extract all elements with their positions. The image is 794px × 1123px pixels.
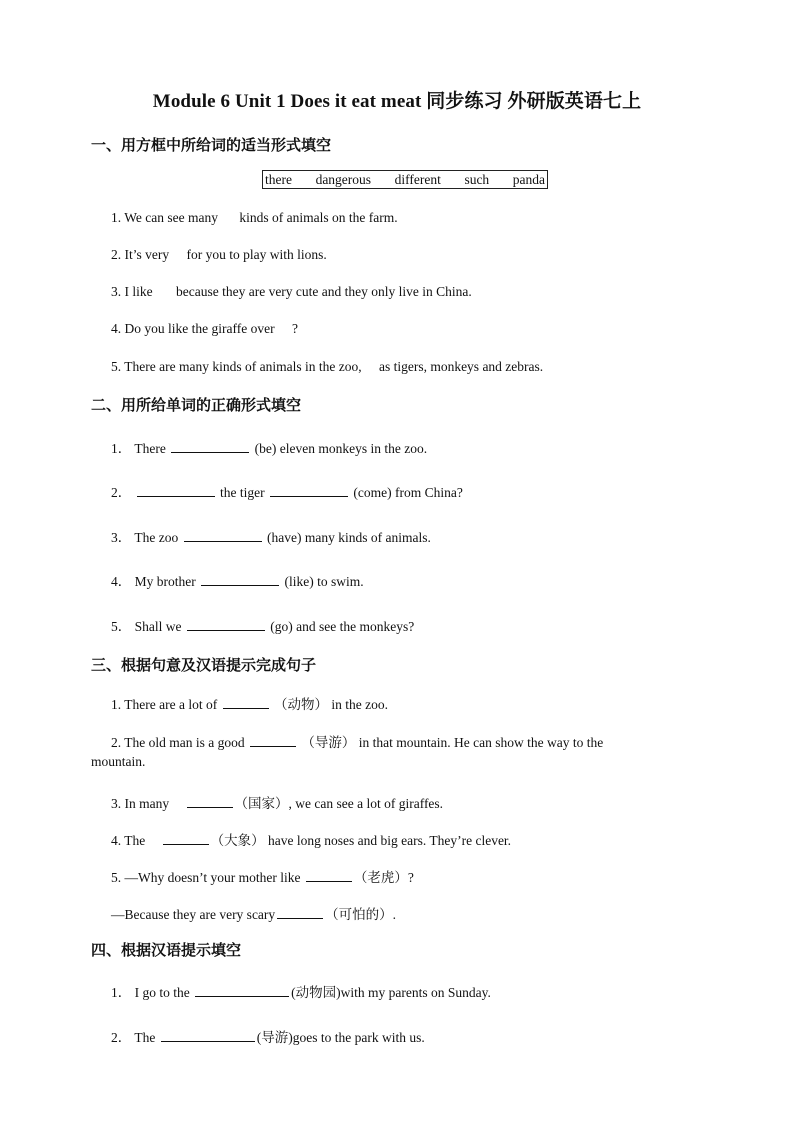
question-number: 1． [111, 441, 132, 456]
s2-question-5 [111, 615, 414, 635]
s2-question-2 [111, 481, 463, 501]
question-number: 1. [111, 697, 122, 712]
question-text: in the zoo. [331, 697, 388, 712]
s1-question-5 [111, 359, 543, 375]
question-text: with my parents on Sunday. [340, 985, 491, 1000]
chinese-hint: （动物） [273, 697, 328, 712]
question-text: There [134, 441, 166, 456]
question-text: . [392, 907, 397, 922]
question-text: In many [124, 796, 170, 811]
answer-blank[interactable] [137, 483, 215, 497]
question-number: 1. [111, 210, 122, 225]
section-4-heading: 四、根据汉语提示填空 [91, 941, 242, 959]
answer-blank[interactable] [187, 794, 233, 808]
answer-blank[interactable] [184, 528, 262, 542]
s3-question-4 [111, 829, 511, 849]
answer-blank[interactable] [161, 1028, 255, 1042]
question-text: The old man is a good [124, 735, 245, 750]
question-number: 2． [111, 485, 132, 500]
question-number: 5． [111, 619, 132, 634]
s1-question-1 [111, 210, 398, 226]
question-text: (come) from China? [353, 485, 463, 500]
question-text: because they are very cute and they only live in China. [176, 284, 472, 299]
question-number: 5. [111, 870, 122, 885]
question-number: 1． [111, 985, 132, 1000]
question-text: I go to the [134, 985, 190, 1000]
s2-question-1 [111, 437, 427, 457]
question-text: —Why doesn’t your mother like [124, 870, 301, 885]
s3-question-2 [111, 731, 603, 751]
chinese-hint: （导游） [301, 735, 356, 750]
question-number: 4. [111, 321, 122, 336]
word-box-item: dangerous [315, 171, 372, 187]
word-box-item: such [464, 171, 490, 187]
worksheet-title: Module 6 Unit 1 Does it eat meat 同步练习 外研版英语七上 [152, 91, 642, 112]
word-box-item: different [394, 171, 441, 187]
question-number: 4. [111, 833, 122, 848]
answer-blank[interactable] [270, 483, 348, 497]
s4-question-2 [111, 1026, 425, 1046]
question-text: My brother [134, 574, 196, 589]
question-text: The [134, 1030, 156, 1045]
word-box-item: panda [512, 171, 545, 187]
question-number: 3． [111, 530, 132, 545]
question-number: 2． [111, 1030, 132, 1045]
question-text: goes to the park with us. [292, 1030, 425, 1045]
section-1-heading: 一、用方框中所给词的适当形式填空 [91, 136, 332, 154]
answer-blank[interactable] [306, 868, 352, 882]
s3-question-2-continued: mountain. [91, 754, 146, 769]
chinese-hint: （可怕的） [325, 907, 393, 922]
answer-blank[interactable] [250, 733, 296, 747]
chinese-hint: (动物园) [291, 985, 341, 1000]
s2-question-3 [111, 526, 431, 546]
question-text: (like) to swim. [284, 574, 364, 589]
question-text: have long noses and big ears. They’re clever. [268, 833, 512, 848]
section-3-heading: 三、根据句意及汉语提示完成句子 [91, 656, 317, 674]
question-number: 2. [111, 247, 122, 262]
question-text: the tiger [220, 485, 265, 500]
chinese-hint: （大象） [210, 833, 265, 848]
answer-blank[interactable] [223, 695, 269, 709]
question-text: We can see many [124, 210, 219, 225]
question-text: ? [291, 321, 298, 336]
s3-question-5-answer-line [111, 903, 396, 923]
question-text: ? [407, 870, 414, 885]
section-2-heading: 二、用所给单词的正确形式填空 [91, 396, 302, 414]
word-box [262, 170, 548, 189]
chinese-hint: （国家） [234, 796, 289, 811]
answer-blank[interactable] [171, 439, 249, 453]
chinese-hint: (导游) [256, 1030, 293, 1045]
question-text: (be) eleven monkeys in the zoo. [254, 441, 428, 456]
chinese-hint: （老虎） [353, 870, 408, 885]
question-number: 2. [111, 735, 122, 750]
answer-blank[interactable] [163, 831, 209, 845]
question-text: kinds of animals on the farm. [239, 210, 398, 225]
answer-blank[interactable] [277, 905, 323, 919]
question-text: The zoo [134, 530, 179, 545]
question-text: I like [124, 284, 153, 299]
question-text: It’s very [124, 247, 170, 262]
s3-question-1 [111, 693, 388, 713]
s3-question-5 [111, 866, 414, 886]
question-text: Do you like the giraffe over [124, 321, 275, 336]
question-text: Shall we [134, 619, 182, 634]
question-text: The [124, 833, 146, 848]
s1-question-2 [111, 247, 327, 263]
question-text: (go) and see the monkeys? [270, 619, 415, 634]
question-number: 4． [111, 574, 132, 589]
s4-question-1 [111, 981, 491, 1001]
s1-question-4 [111, 321, 298, 337]
s2-question-4 [111, 570, 364, 590]
answer-blank[interactable] [195, 983, 289, 997]
question-number: 5. [111, 359, 122, 374]
question-text: , we can see a lot of giraffes. [288, 796, 444, 811]
question-text: (have) many kinds of animals. [267, 530, 431, 545]
question-number: 3. [111, 284, 122, 299]
question-text: as tigers, monkeys and zebras. [378, 359, 544, 374]
question-text: in that mountain. He can show the way to the [358, 735, 604, 750]
question-text: —Because they are very scary [111, 907, 276, 922]
s3-question-3 [111, 792, 443, 812]
answer-blank[interactable] [187, 617, 265, 631]
question-text: There are many kinds of animals in the zoo, [124, 359, 362, 374]
s1-question-3 [111, 284, 472, 300]
answer-blank[interactable] [201, 572, 279, 586]
question-number: 3. [111, 796, 122, 811]
word-box-item: there [265, 171, 292, 187]
question-text: There are a lot of [124, 697, 218, 712]
question-text: for you to play with lions. [186, 247, 327, 262]
